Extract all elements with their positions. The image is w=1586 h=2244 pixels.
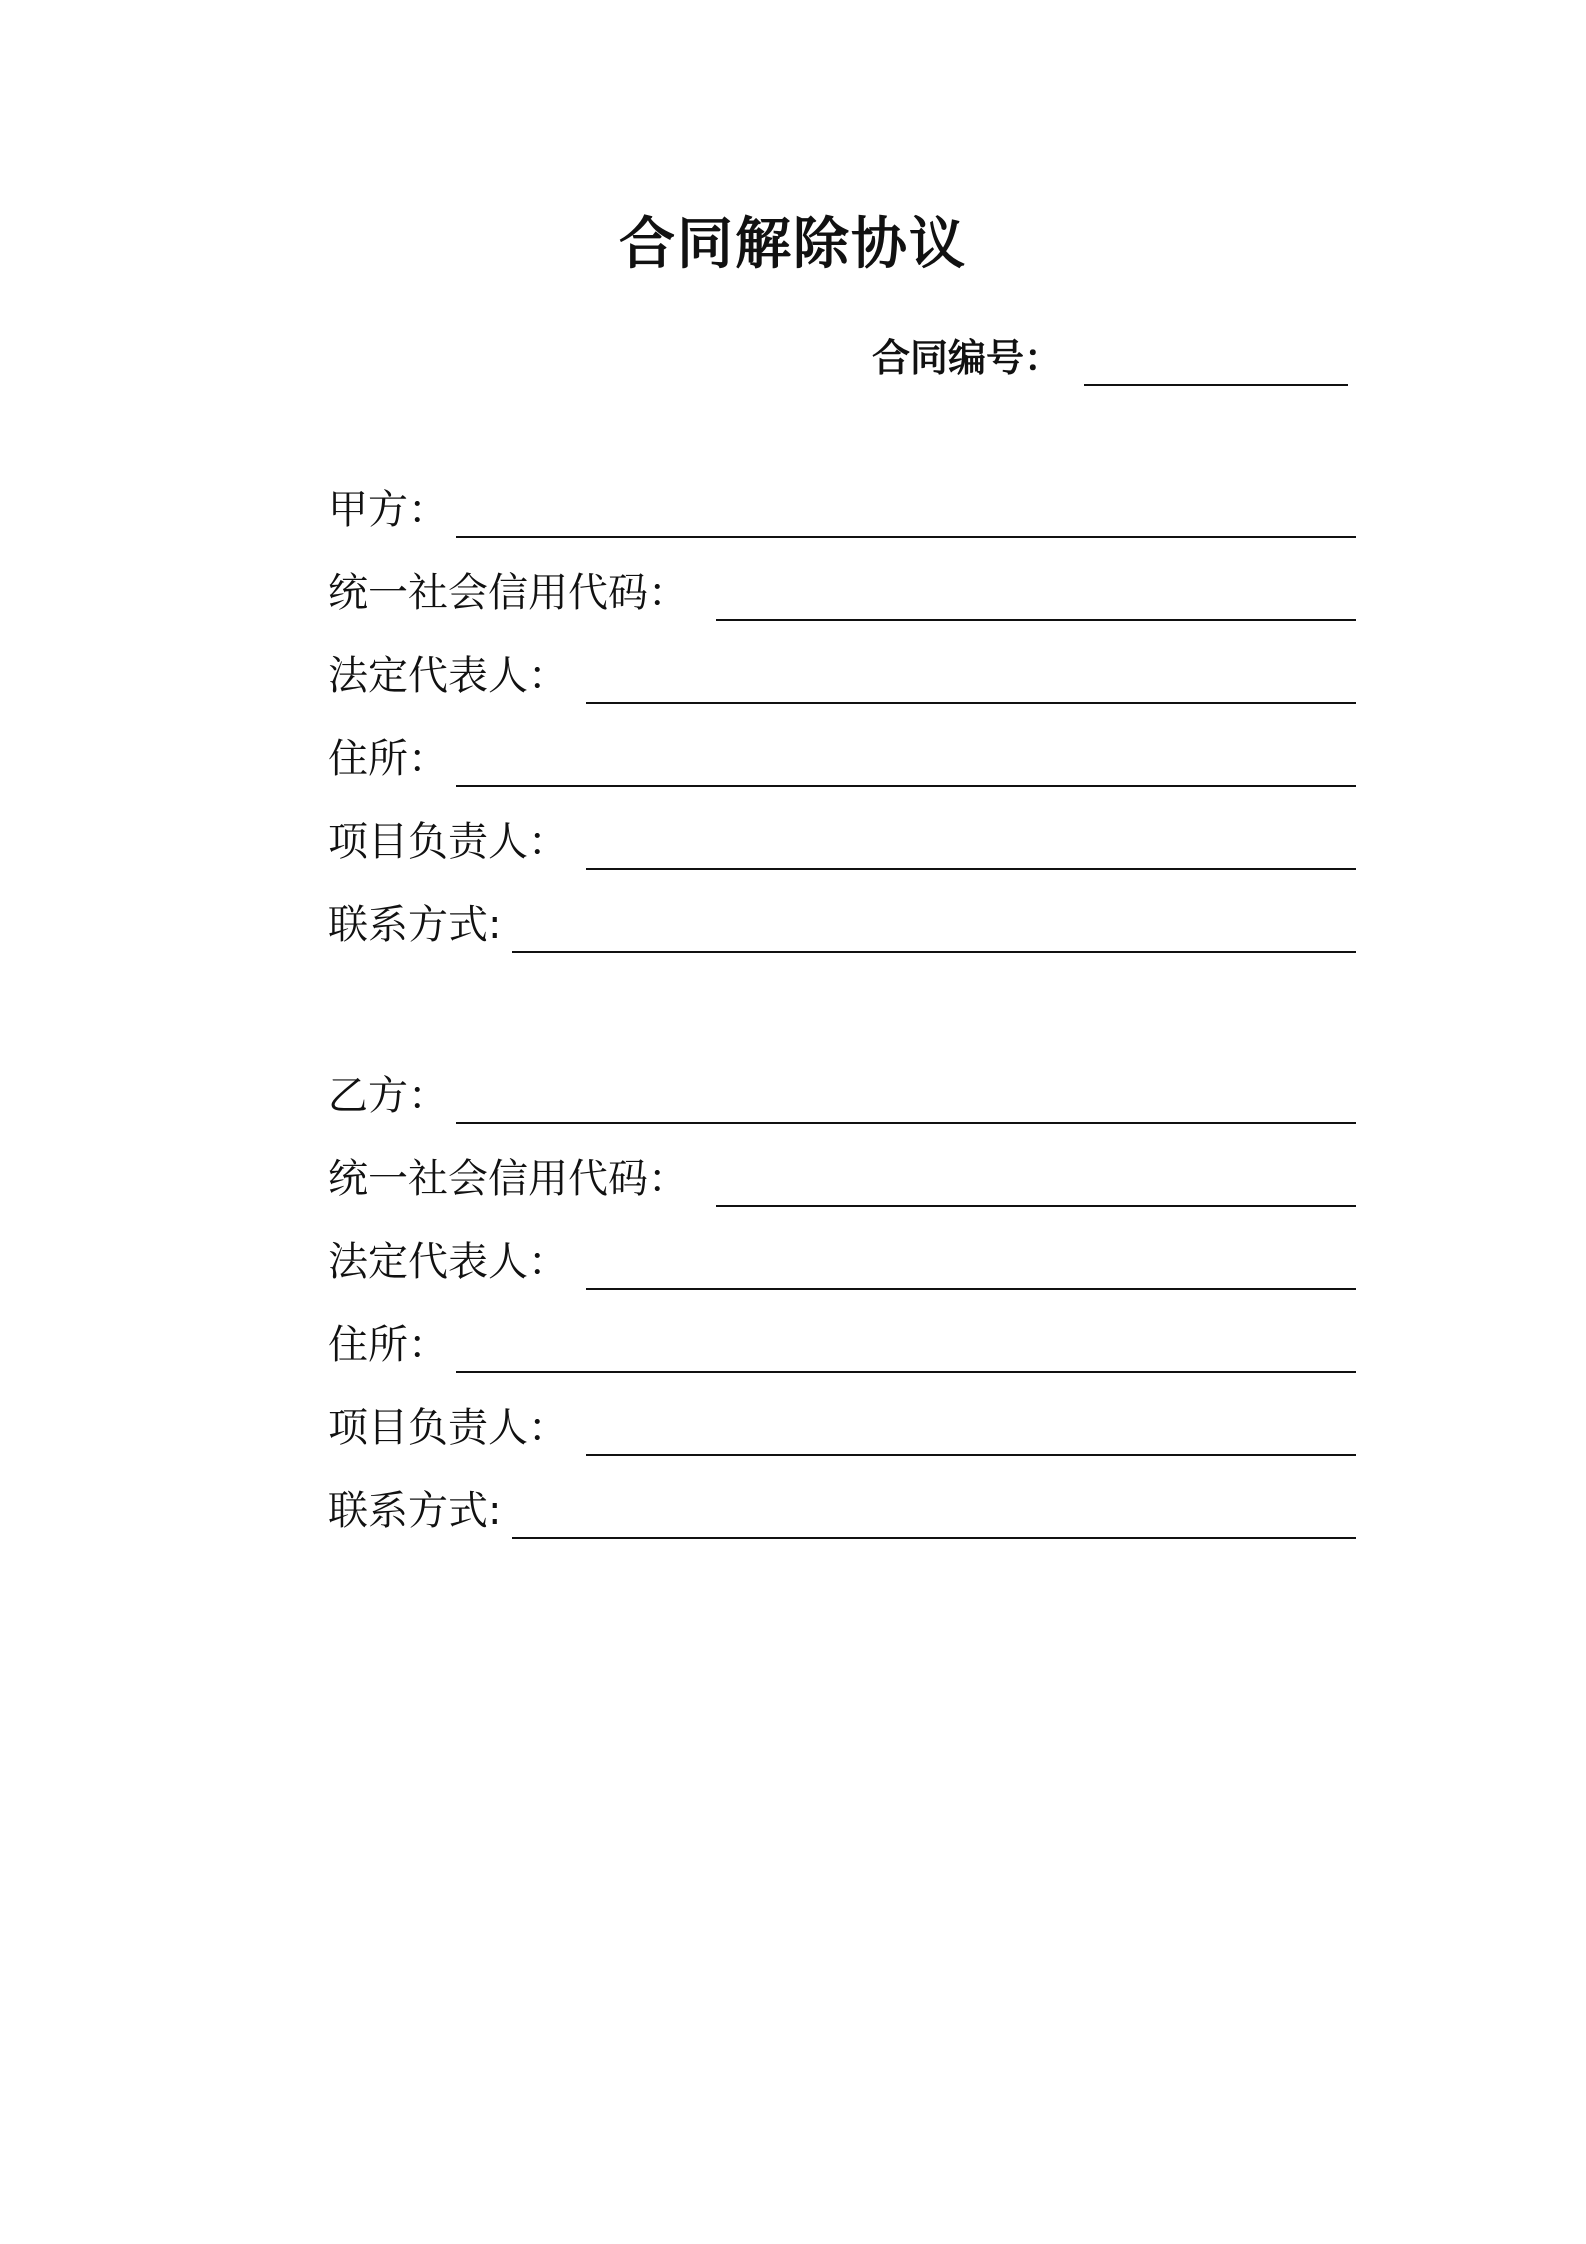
contract-number-label: 合同编号： [872,336,1063,380]
party-b-label: 乙方： [328,1073,448,1119]
party-a-legal-rep-label: 法定代表人： [328,653,568,699]
party-b-address-row [328,1313,1356,1373]
party-b-section [328,1064,1356,1562]
party-a-section [328,478,1356,976]
party-a-project-lead-label: 项目负责人： [328,819,568,865]
party-b-contact-label: 联系方式: [328,1488,502,1534]
party-b-legal-rep-label: 法定代表人： [328,1239,568,1285]
party-a-legal-rep-row [328,644,1356,704]
party-a-project-lead-blank[interactable] [586,812,1356,870]
party-a-credit-code-label: 统一社会信用代码： [328,570,688,616]
party-a-address-blank[interactable] [456,729,1356,787]
party-a-contact-blank[interactable] [512,895,1356,953]
party-b-address-blank[interactable] [456,1315,1356,1373]
party-b-legal-rep-row [328,1230,1356,1290]
party-b-project-lead-label: 项目负责人： [328,1405,568,1451]
party-b-contact-blank[interactable] [512,1481,1356,1539]
party-b-legal-rep-blank[interactable] [586,1232,1356,1290]
contract-number-blank[interactable] [1084,328,1348,386]
contract-number-row [872,326,1348,386]
party-a-label: 甲方： [328,487,448,533]
party-b-credit-code-blank[interactable] [716,1149,1356,1207]
party-b-project-lead-row [328,1396,1356,1456]
party-b-name-blank[interactable] [456,1066,1356,1124]
party-b-credit-code-row [328,1147,1356,1207]
party-a-name-blank[interactable] [456,480,1356,538]
party-b-address-label: 住所： [328,1322,448,1368]
party-a-name-row [328,478,1356,538]
party-b-contact-row [328,1479,1356,1539]
party-a-credit-code-row [328,561,1356,621]
party-a-legal-rep-blank[interactable] [586,646,1356,704]
document-title: 合同解除协议 [619,212,967,277]
party-b-name-row [328,1064,1356,1124]
party-a-address-label: 住所： [328,736,448,782]
party-b-credit-code-label: 统一社会信用代码： [328,1156,688,1202]
party-a-contact-label: 联系方式: [328,902,502,948]
party-b-project-lead-blank[interactable] [586,1398,1356,1456]
party-a-project-lead-row [328,810,1356,870]
party-a-credit-code-blank[interactable] [716,563,1356,621]
party-a-contact-row [328,893,1356,953]
party-a-address-row [328,727,1356,787]
